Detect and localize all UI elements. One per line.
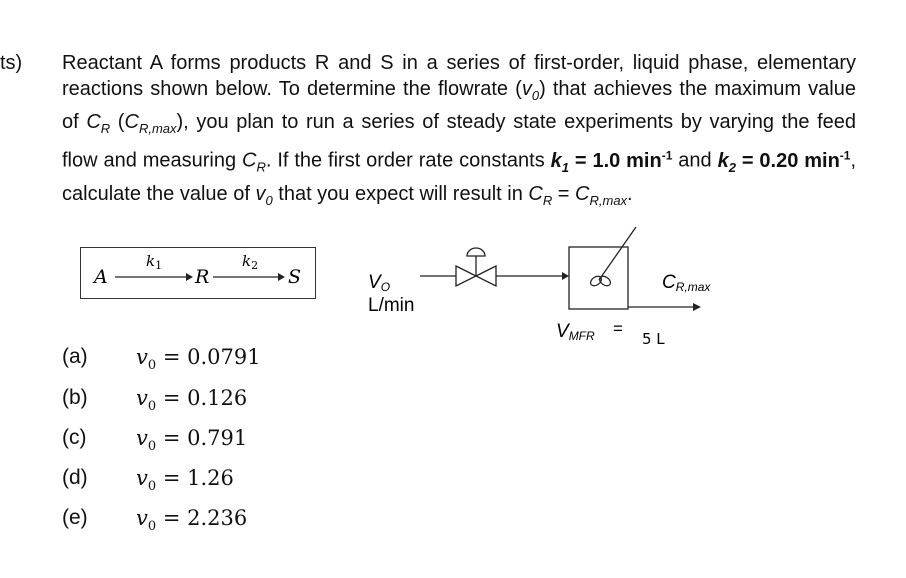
valve-actuator-icon: [467, 248, 485, 256]
choice-label: (b): [62, 386, 88, 409]
reaction-scheme-box: [80, 247, 316, 299]
k1-label: $k_1$: [146, 252, 163, 272]
outlet-arrow-head: [693, 303, 701, 311]
impeller-icon-right: [598, 274, 612, 287]
volume-equals: =: [613, 319, 623, 338]
choice-value: $v_0 = 2.236$: [136, 506, 248, 535]
species-s: S: [288, 266, 302, 288]
outlet-concentration-label: CR,max: [662, 272, 711, 294]
species-r: R: [195, 266, 210, 288]
choice-value: $v_0 = 0.126$: [136, 386, 248, 415]
choice-label: (e): [62, 506, 88, 529]
choice-label: (a): [62, 345, 88, 368]
choice-value: $v_0 = 0.0791$: [136, 345, 261, 374]
stirrer-shaft: [599, 227, 636, 280]
valve-icon-right: [476, 266, 496, 286]
choice-label: (d): [62, 466, 88, 489]
choice-a[interactable]: [62, 345, 362, 375]
mixed-flow-reactor: [569, 247, 628, 309]
choice-label: (c): [62, 426, 87, 449]
question-text: Reactant A forms products R and S in a series of first-order, liquid phase, elementary reactions shown below. To determine the flowrate $(v_0)$ that achieves the maximum value of $C_R$ $(C_{R,max})$, you plan to run a series of steady state experiments by varying the feed flow and measuring $C_R$. If the first order rate constants $k_1 = 1.0$ $\min^{-1}$ and $k_2 = 0.20$ $\min^{-1}$, calculate the value of $v_0$ that you expect will result in $C_R = C_{R,max}$.: [62, 52, 857, 208]
feed-flow-label: VO: [368, 272, 391, 294]
choice-c[interactable]: [62, 426, 362, 456]
k2-label: $k_2$: [242, 252, 259, 272]
feed-unit-label: L/min: [368, 295, 415, 316]
choice-b[interactable]: [62, 386, 362, 416]
choice-value: $v_0 = 1.26$: [136, 466, 234, 495]
species-a: A: [94, 266, 108, 288]
reactor-volume-value: 5 L: [642, 330, 665, 348]
question-number-tag: ts): [0, 52, 23, 74]
choice-value: $v_0 = 0.791$: [136, 426, 248, 455]
choice-e[interactable]: [62, 506, 362, 536]
reactor-volume-label: VMFR: [556, 321, 595, 343]
inlet-arrow-head: [562, 272, 569, 280]
choice-d[interactable]: [62, 466, 362, 496]
impeller-icon-left: [589, 274, 603, 287]
valve-icon-left: [456, 266, 476, 286]
